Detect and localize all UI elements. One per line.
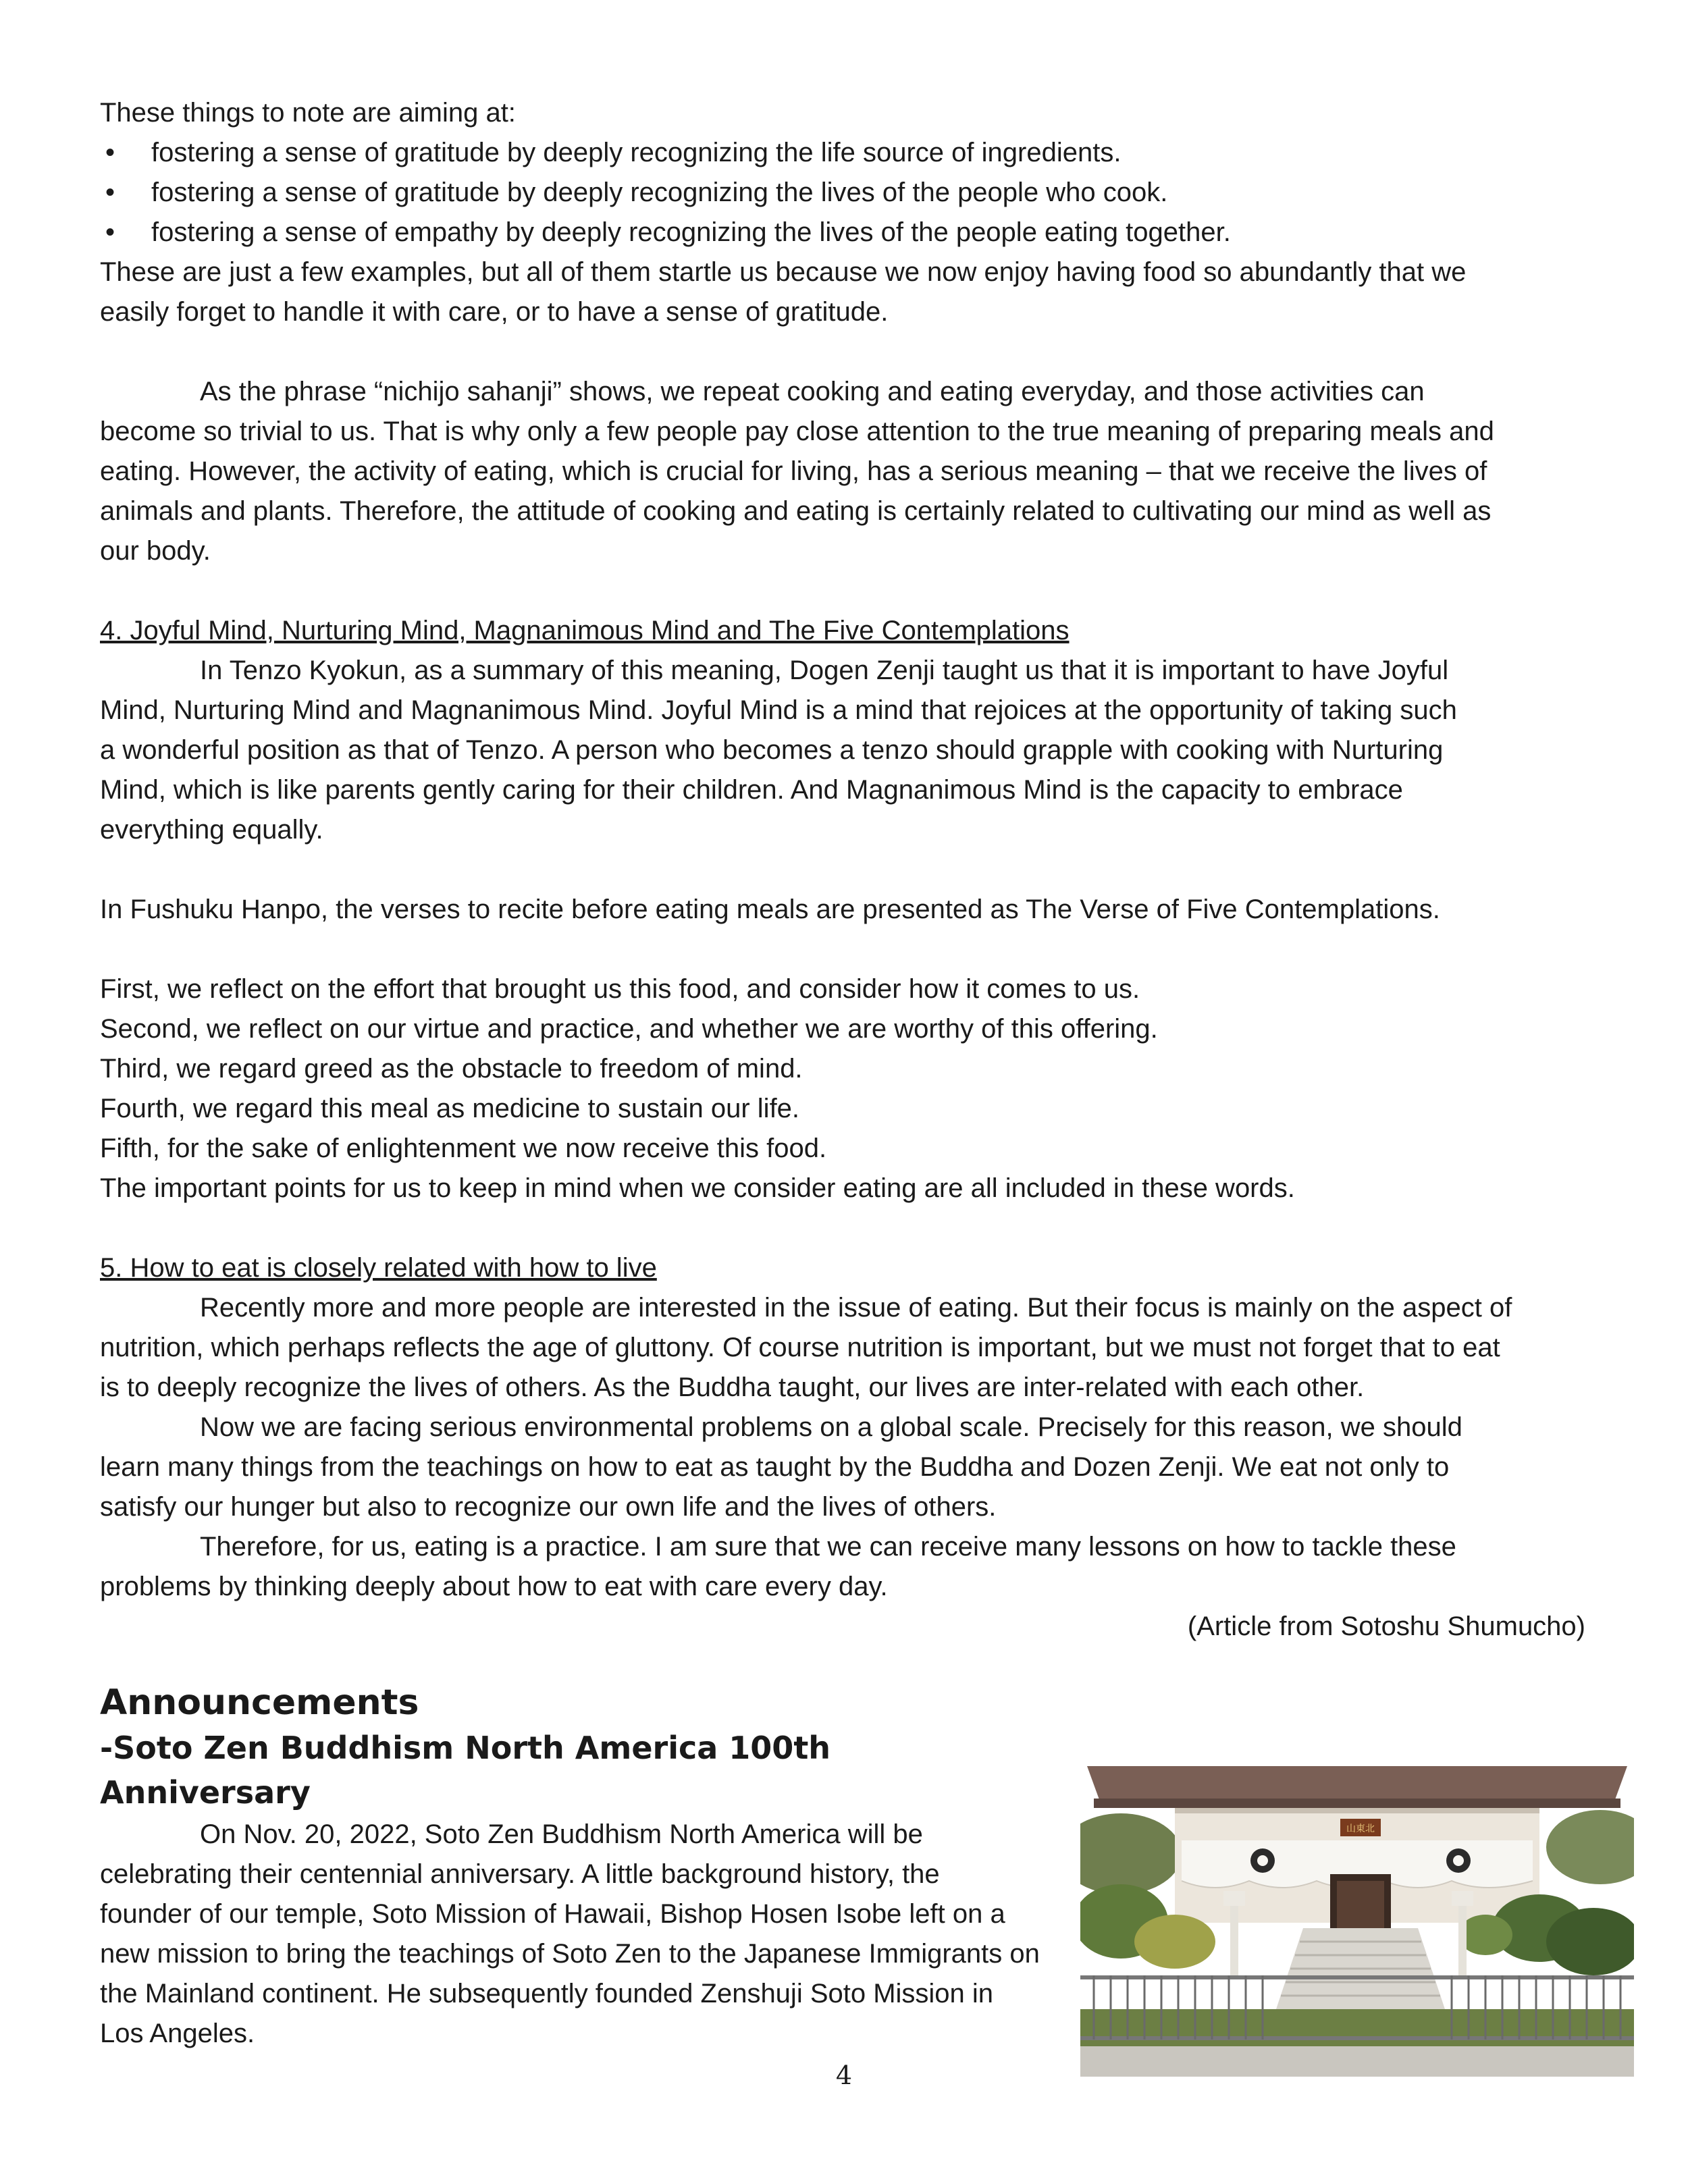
paragraph-line: problems by thinking deeply about how to eat with care every day. xyxy=(100,1572,888,1601)
paragraph-line: animals and plants. Therefore, the attitude of cooking and eating is certainly related to cultivating our mind as well as xyxy=(100,496,1492,526)
paragraph-line: a wonderful position as that of Tenzo. A person who becomes a tenzo should grapple with cooking with Nurturing xyxy=(100,735,1444,765)
paragraph-line: Therefore, for us, eating is a practice. I am sure that we can receive many lessons on how to tackle these xyxy=(200,1532,1456,1562)
article-source: (Article from Sotoshu Shumucho) xyxy=(1187,1612,1585,1641)
section-4-heading: 4. Joyful Mind, Nurturing Mind, Magnanimous Mind and The Five Contemplations xyxy=(100,616,1070,645)
paragraph-line: eating. However, the activity of eating, which is crucial for living, has a serious meaning – that we receive the lives of xyxy=(100,456,1487,486)
paragraph-line: our body. xyxy=(100,536,211,566)
contemplation-line: Fourth, we regard this meal as medicine to sustain our life. xyxy=(100,1094,800,1123)
paragraph-line: Recently more and more people are interested in the issue of eating. But their focus is mainly on the aspect of xyxy=(200,1293,1512,1323)
contemplation-line: The important points for us to keep in mind when we consider eating are all included in these words. xyxy=(100,1173,1295,1203)
paragraph-line: become so trivial to us. That is why only a few people pay close attention to the true meaning of preparing meals and xyxy=(100,417,1494,446)
paragraph-line: Mind, Nurturing Mind and Magnanimous Mind. Joyful Mind is a mind that rejoices at the opportunity of taking such xyxy=(100,695,1457,725)
paragraph-line: celebrating their centennial anniversary. A little background history, the xyxy=(100,1859,940,1889)
paragraph-line: As the phrase “nichijo sahanji” shows, we repeat cooking and eating everyday, and those activities can xyxy=(200,377,1425,406)
paragraph-line: nutrition, which perhaps reflects the age of gluttony. Of course nutrition is important, but we must not forget that to eat xyxy=(100,1333,1500,1362)
contemplation-line: Second, we reflect on our virtue and practice, and whether we are worthy of this offering. xyxy=(100,1014,1158,1044)
paragraph-line: everything equally. xyxy=(100,815,323,845)
temple-photo xyxy=(1080,1739,1634,2077)
list-item: • fostering a sense of gratitude by deeply recognizing the life source of ingredients. xyxy=(100,133,1585,173)
contemplation-line: Third, we regard greed as the obstacle to freedom of mind. xyxy=(100,1054,803,1084)
paragraph-line: These are just a few examples, but all of them startle us because we now enjoy having food so abundantly that we xyxy=(100,257,1467,287)
announcements-section xyxy=(100,1680,1086,2054)
paragraph-line: is to deeply recognize the lives of others. As the Buddha taught, our lives are inter-related with each other. xyxy=(100,1373,1365,1402)
contemplation-line: First, we reflect on the effort that brought us this food, and consider how it comes to us. xyxy=(100,974,1140,1004)
page-number: 4 xyxy=(835,2060,853,2090)
intro-text: These things to note are aiming at: xyxy=(100,98,516,128)
paragraph-line: satisfy our hunger but also to recognize our own life and the lives of others. xyxy=(100,1492,997,1522)
section-5-heading: 5. How to eat is closely related with how to live xyxy=(100,1253,657,1283)
fushuku-text: In Fushuku Hanpo, the verses to recite before eating meals are presented as The Verse of Five Contemplations. xyxy=(100,895,1440,924)
paragraph-line: Mind, which is like parents gently caring for their children. And Magnanimous Mind is the capacity to embrace xyxy=(100,775,1403,805)
temple-sign: 山東北 xyxy=(1346,1823,1375,1834)
list-item: • fostering a sense of empathy by deeply recognizing the lives of the people eating together. xyxy=(100,213,1585,252)
article-body xyxy=(100,93,1585,1647)
paragraph-line: easily forget to handle it with care, or to have a sense of gratitude. xyxy=(100,297,889,327)
paragraph-line: new mission to bring the teachings of Soto Zen to the Japanese Immigrants on xyxy=(100,1939,1040,1969)
announcement-title-cont: Anniversary xyxy=(100,1774,311,1811)
paragraph-line: the Mainland continent. He subsequently founded Zenshuji Soto Mission in xyxy=(100,1979,994,2008)
paragraph-line: Los Angeles. xyxy=(100,2019,255,2048)
paragraph-line: In Tenzo Kyokun, as a summary of this meaning, Dogen Zenji taught us that it is important to have Joyful xyxy=(200,656,1449,685)
list-item: • fostering a sense of gratitude by deeply recognizing the lives of the people who cook. xyxy=(100,173,1585,213)
announcements-heading: Announcements xyxy=(100,1682,419,1723)
contemplation-line: Fifth, for the sake of enlightenment we now receive this food. xyxy=(100,1134,827,1163)
aims-list xyxy=(100,133,1585,252)
paragraph-line: On Nov. 20, 2022, Soto Zen Buddhism North America will be xyxy=(200,1819,923,1849)
paragraph-line: Now we are facing serious environmental problems on a global scale. Precisely for this reason, we should xyxy=(200,1412,1462,1442)
announcement-title: -Soto Zen Buddhism North America 100th xyxy=(100,1730,831,1766)
paragraph-line: learn many things from the teachings on how to eat as taught by the Buddha and Dozen Zenji. We eat not only to xyxy=(100,1452,1450,1482)
paragraph-line: founder of our temple, Soto Mission of Hawaii, Bishop Hosen Isobe left on a xyxy=(100,1899,1005,1929)
